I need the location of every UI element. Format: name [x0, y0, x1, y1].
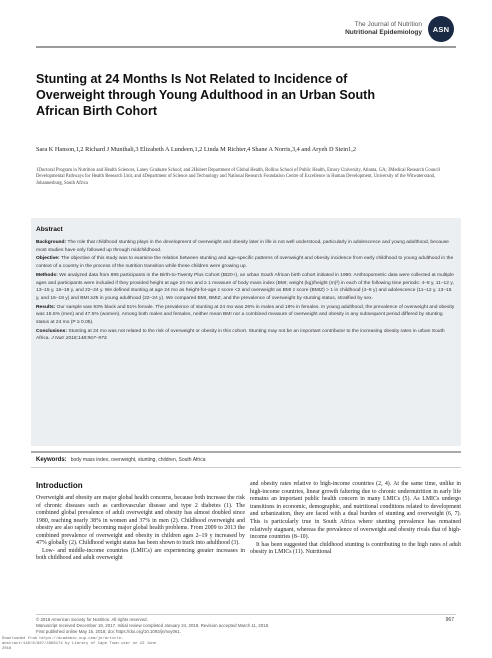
intro-paragraph: Overweight and obesity are major global health concerns, because both increase the risk of chronic diseases such as cardiovascular disease and type 2 diabetes (1). The combined global prevalence of adult overweight and obesity has almost doubled since 1980, reaching nearly 38% in women and 37% in men (2). Childhood overweight and obesity are also rapidly becoming major global health problems. From 2009 to 2013 the combined prevalence of overweight and obesity in children ages 2–19 y increased by 47% globally (2). Childhood weight status has been shown to track into adulthood (3).: [36, 495, 245, 547]
abstract-conclusions: Conclusions: Stunting at 24 mo was not related to the risk of overweight or obesity in this cohort. Stunting may not be an important contributor to the increasing obesity rates in urban South Africa. J Nutr 2018;148:967–973.: [36, 328, 445, 342]
intro-paragraph: Low- and middle-income countries (LMICs) are experiencing greater increases in both childhood and adult overweight: [36, 547, 245, 562]
journal-header: [345, 21, 422, 37]
abstract-background: Background: The role that childhood stunting plays in the development of overweight and obesity later in life is not well understood, particularly in adolescence and young adulthood, because most studies have only followed up through midchildhood.: [36, 240, 449, 253]
abstract-results: Results: Our sample was 93% black and 51% female. The prevalence of stunting at 24 mo was 26% in males and 19% in females. In young adulthood, the prevalence of overweight and obesity was 15.5% (men) and 47.5% (women). Among both males and females, neither mean BMI nor a combined measure of overweight and obesity in any subsequent period differed by stunting status at 24 mo (P ≥ 0.05).: [36, 304, 455, 326]
intro-paragraph: It has been suggested that childhood stunting is contributing to the high rates of adult obesity in LMICs (11). Nutritional: [250, 541, 461, 556]
abstract-methods: Methods: We analyzed data from 895 participants in the Birth-to-Twenty Plus Cohort (Bt20+), an urban South African birth cohort initiated in 1990. Anthropometric data were collected at multiple ages and participants were included if they provided height at age 24 mo and ≥ 1 measure of body mass index (BMI; weight (kg)/height (m)²) in each of the following time periods: 4–8 y, 11–12 y, 13–15 y, 16–18 y, and 22–24 y. We defined stunting at age 24 mo as height-for-age z score <2 and overweight as BMI z score (BMIZ) > 1 in childhood (4–8 y) and adolescence (11–12 y, 13–15 y, and 16–18 y) and BMI ≥25 in young adulthood (22–24 y). We compared BMI, BMIZ, and the prevalence of overweight by stunting status, stratified by sex.: [36, 272, 454, 301]
journal-name: The Journal of Nutrition: [354, 21, 422, 28]
article-title: Stunting at 24 Months Is Not Related to Incidence of Overweight through Young Adulthood in an Urban South African Birth Cohort: [36, 72, 376, 118]
page-number: 967: [445, 617, 454, 623]
footer-divider: [36, 614, 456, 615]
intro-paragraph: and obesity rates relative to high-income countries (2, 4). At the same time, unlike in high-income countries, linear growth faltering due to chronic undernutrition in early life remains an important public health concern in many LMICs (5). As LMICs undergo transitions in economic, demographic, and nutritional conditions related to development and urbanization, they are faced with a dual burden of stunting and overweight (6, 7). This is particularly true in South Africa where stunting prevalence has remained relatively stagnant, whereas the prevalence of overweight and obesity rivals that of high-income countries (8–10).: [250, 481, 461, 541]
doi-line: First published online May 15, 2018; doi: https://doi.org/10.1093/jn/nxy061.: [36, 629, 181, 634]
asn-logo: [428, 16, 454, 42]
intro-right-column: [250, 481, 461, 557]
keywords-bar: [31, 451, 461, 468]
download-stamp: Downloaded from https://academic.oup.com/jn/article-abstract/148/6/967/4996174 by Library of Cape Town user on 22 June 2018: [2, 637, 157, 651]
copyright-line: © 2018 American Society for Nutrition. All rights reserved.: [36, 617, 148, 622]
author-list: Sara K Hanson,1,2 Richard J Munthali,3 Elizabeth A Lundeen,1,2 Linda M Richter,4 Shane A Norris,3,4 and Aryeh D Stein1,2: [36, 146, 356, 153]
affiliations: 1Doctoral Program in Nutrition and Health Sciences, Laney Graduate School; and 2Hubert Department of Global Health, Rollins School of Public Health, Emory University, Atlanta, GA; 3Medical Research Council Developmental Pathways for Health Research Unit, and 4Department of Science and Technology and National Research Foundation Centre of Excellence in Human Development, University of the Witwatersrand, Johannesburg, South Africa: [36, 168, 441, 186]
journal-section: Nutritional Epidemiology: [345, 29, 422, 36]
footer-notes: [36, 617, 396, 635]
logo-text: ASN: [432, 24, 450, 34]
introduction-heading: Introduction: [36, 481, 83, 490]
manuscript-dates: Manuscript received December 19, 2017. Initial review completed January 24, 2018. Revision accepted March 11, 2018.: [36, 623, 270, 628]
header-divider: [36, 46, 456, 48]
abstract-heading: Abstract: [36, 226, 63, 233]
keywords-label: Keywords:: [36, 457, 67, 463]
intro-left-column: [36, 495, 245, 563]
keywords-text: body mass index, overweight, stunting, children, South Africa: [70, 457, 206, 463]
abstract-objective: Objective: The objective of this study was to examine the relation between stunting and age-specific patterns of overweight and obesity incidence from early childhood to young adulthood in the context of a country in the process of the nutrition transition while these children were growing up.: [36, 256, 454, 270]
abstract-citation: J Nutr 2018;148:967–973.: [51, 336, 108, 342]
abstract-body: [36, 239, 456, 344]
